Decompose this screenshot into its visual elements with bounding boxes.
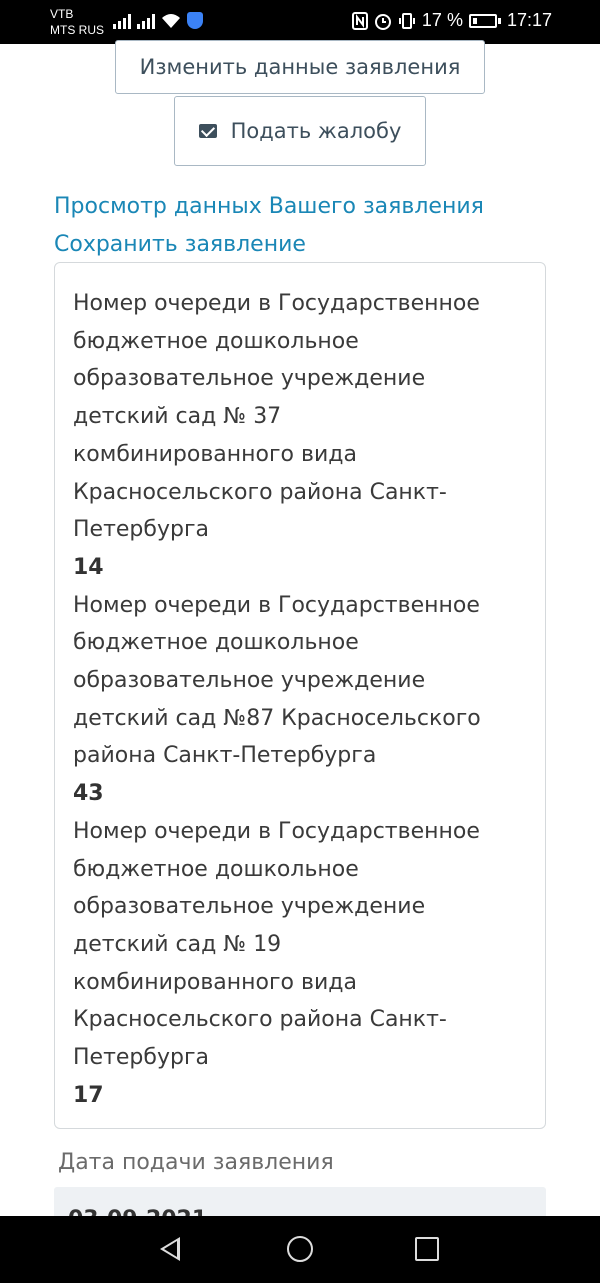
queue-label <box>73 285 527 549</box>
queue-label-line: бюджетное дошкольное <box>73 328 359 354</box>
battery-percent: 17 % <box>421 10 463 30</box>
queue-label-line: образовательное учреждение <box>73 668 426 694</box>
main-content <box>0 44 600 1216</box>
envelope-icon <box>199 124 217 138</box>
queue-positions-panel <box>54 262 546 1129</box>
queue-entry <box>73 285 527 587</box>
nfc-icon <box>352 12 368 30</box>
carrier-2: MTS RUS <box>50 23 104 37</box>
queue-label-line: образовательное учреждение <box>73 894 426 920</box>
queue-label-line: комбинированного вида <box>73 441 357 467</box>
back-icon[interactable] <box>160 1237 180 1261</box>
queue-label-line: образовательное учреждение <box>73 366 426 392</box>
file-complaint-label: Подать жалобу <box>230 119 402 143</box>
queue-number: 17 <box>73 1082 104 1108</box>
queue-label-line: Петербурга <box>73 517 209 543</box>
clock: 17:17 <box>506 10 552 30</box>
alarm-icon <box>374 12 392 30</box>
queue-label <box>73 587 527 776</box>
queue-label-line: бюджетное дошкольное <box>73 630 359 656</box>
shield-icon <box>187 12 203 29</box>
queue-label-line: Номер очереди в Государственное <box>73 592 480 618</box>
queue-label-line: Номер очереди в Государственное <box>73 291 480 316</box>
signal-icon <box>113 13 131 29</box>
save-application-link[interactable]: Сохранить заявление <box>54 232 306 257</box>
queue-label-line: детский сад № 37 <box>73 404 282 430</box>
queue-label-line: детский сад №87 Красносельского <box>73 705 481 731</box>
status-right <box>352 10 552 31</box>
carrier-1: VTB <box>50 7 74 21</box>
queue-label-line: Красносельского района Санкт- <box>73 479 447 505</box>
queue-label-line: Номер очереди в Государственное <box>73 818 480 844</box>
edit-application-button[interactable] <box>115 40 485 94</box>
battery-icon <box>469 14 501 28</box>
carrier-info <box>50 6 104 38</box>
queue-label-line: бюджетное дошкольное <box>73 856 359 882</box>
status-bar <box>0 0 600 44</box>
submission-date-label: Дата подачи заявления <box>58 1150 334 1175</box>
recent-apps-icon[interactable] <box>415 1237 439 1261</box>
queue-label-line: детский сад № 19 <box>73 931 282 957</box>
system-nav-bar <box>0 1216 600 1283</box>
queue-label-line: района Санкт-Петербурга <box>73 743 377 769</box>
queue-label-line: Красносельского района Санкт- <box>73 1007 447 1033</box>
file-complaint-button[interactable] <box>174 96 426 166</box>
wifi-icon <box>161 13 181 29</box>
queue-entry <box>73 587 527 813</box>
queue-label-line: комбинированного вида <box>73 969 357 995</box>
view-application-link[interactable]: Просмотр данных Вашего заявления <box>54 194 484 219</box>
queue-number: 14 <box>73 554 104 580</box>
network-icons <box>113 12 203 29</box>
edit-application-label: Изменить данные заявления <box>139 55 461 79</box>
signal-icon <box>137 13 155 29</box>
queue-entry <box>73 813 527 1115</box>
queue-label-line: Петербурга <box>73 1045 209 1071</box>
vibrate-icon <box>398 12 416 30</box>
queue-number: 43 <box>73 781 104 807</box>
queue-label <box>73 813 527 1077</box>
home-icon[interactable] <box>287 1236 313 1262</box>
